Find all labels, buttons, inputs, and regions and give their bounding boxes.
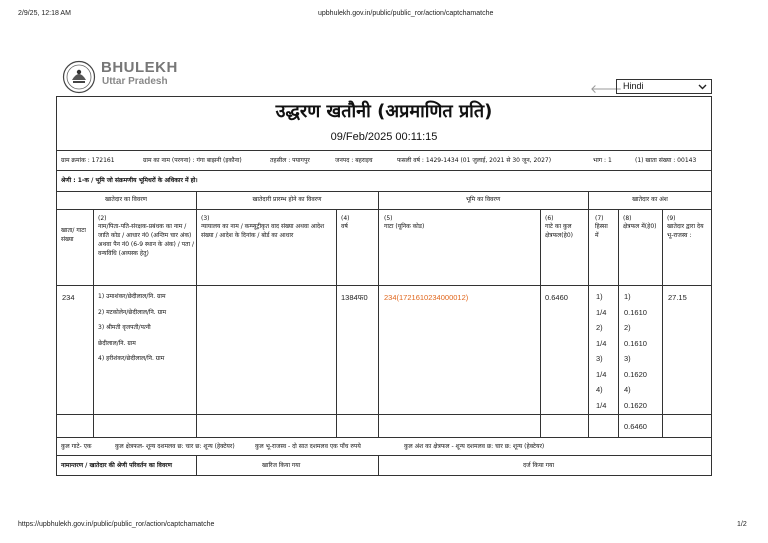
col3-header: न्यायालय का नाम / कम्प्यूट्रीकृत वाद संख्या अथवा आदेश संख्या / आदेश के दिनांक / बोर्ड का आधार — [201, 223, 325, 239]
summary-revenue: कुल भू-राजस्व - दो सात दशमलव एक पाँच रुपये — [255, 443, 361, 450]
list-item: 3) — [624, 354, 631, 363]
col4-number: (4) — [341, 215, 350, 222]
khata-number: (1) खाता संख्या : 00143 — [635, 157, 697, 164]
col8-header: क्षेत्रफल में(हे0) — [623, 223, 657, 230]
year-value: 1384फ0 — [341, 293, 368, 302]
bhulekh-logo — [62, 60, 96, 94]
col1-header: खाता/ गाटा संख्या — [61, 227, 86, 243]
language-select[interactable] — [616, 79, 712, 94]
list-item: 1/4 — [596, 307, 607, 317]
print-url-bottom: https://upbhulekh.gov.in/public/public_ror/action/captchamatche — [18, 521, 215, 528]
divider — [196, 191, 197, 437]
brand-subtitle: Uttar Pradesh — [102, 76, 168, 87]
list-item: 0.1610 — [624, 307, 647, 317]
total-area-value: 0.6460 — [545, 293, 568, 302]
list-item: 0.1620 — [624, 369, 647, 379]
brand-name: BHULEKH — [101, 59, 178, 76]
divider — [540, 209, 541, 437]
divider — [662, 209, 663, 437]
list-item: 1/4 — [596, 338, 607, 348]
divider — [56, 437, 712, 438]
col9-header: खातेदार द्वारा देय भू-राजस्व : — [667, 223, 704, 239]
list-item: 1/4 — [596, 369, 607, 379]
list-item: 3) श्रीमती वृजपती/पत्नी — [98, 324, 151, 331]
document-title: उद्धरण खतौनी (अप्रमाणित प्रति) — [275, 101, 493, 122]
col7-header: हिस्सा में — [595, 223, 608, 239]
col2-header: नाम/पिता-पति-संरक्षक-प्रबंधक का नाम / जाति कोड / आधार नं0 (अन्तिम चार अंक) अथवा पैन नं0 (6-9 स्थान के अंक) / पता / वन्यविधि (अव्यस्क हेतु) — [98, 223, 194, 257]
print-url-top: upbhulekh.gov.in/public/public_ror/action/captchamatche — [318, 10, 494, 17]
col7-number: (7) — [595, 215, 604, 222]
share-list — [596, 289, 616, 413]
list-item: 2) — [624, 323, 631, 332]
divider — [56, 209, 712, 210]
list-item: 0.1610 — [624, 338, 647, 348]
col8-number: (8) — [623, 215, 632, 222]
group-source: खातेदारी प्रारम्भ होने का विवरण — [252, 196, 322, 203]
khata-value: 234 — [62, 293, 75, 302]
divider — [378, 455, 379, 476]
list-item: 4) हरीशंकर/छेदीलाल/नि. ग्राम — [98, 355, 165, 362]
mutation-header: नामान्तरण / खातेदार की श्रेणी परिवर्तन का विवरण — [61, 462, 172, 469]
print-datetime: 2/9/25, 12:18 AM — [18, 10, 71, 17]
removed-header: खारिज किया गया — [262, 462, 301, 469]
list-item: 3) — [596, 354, 603, 363]
divider — [56, 455, 712, 456]
divider — [588, 191, 589, 437]
language-selected: Hindi — [623, 81, 644, 91]
col9-number: (9) — [667, 215, 676, 222]
fasli-year: फसली वर्ष : 1429-1434 (01 जुलाई, 2021 से 30 जून, 2027) — [397, 157, 552, 164]
list-item: 0.1620 — [624, 400, 647, 410]
entered-header: दर्ज किया गया — [523, 462, 555, 469]
sum-area-value: 0.6460 — [624, 422, 647, 431]
category: श्रेणी : 1-क / भूमि जो संक्रमणीय भूमिधरों के अधिकार में हो। — [61, 177, 198, 184]
group-owner: खातेदार का विवरण — [104, 196, 148, 203]
village-name: ग्राम का नाम (परगना) : गंगा बाझनी (इकौना) — [143, 157, 242, 164]
group-land: भूमि का विवरण — [465, 196, 501, 203]
owner-list — [98, 289, 194, 367]
document-frame — [56, 96, 712, 476]
col3-number: (3) — [201, 215, 210, 222]
divider — [56, 191, 712, 192]
divider — [618, 209, 619, 437]
col5-header: गाटा (यूनिक कोड) — [384, 223, 425, 230]
list-item: 1) — [624, 292, 631, 301]
district: जनपद : बहराइच — [335, 157, 373, 164]
tehsil: तहसील : पयागपुर — [270, 157, 310, 164]
divider — [56, 150, 712, 151]
area-list — [624, 289, 660, 413]
bhag: भाग : 1 — [593, 157, 612, 164]
summary-gata: कुल गाटे- एक — [61, 443, 92, 450]
divider — [56, 170, 712, 171]
revenue-value: 27.15 — [668, 293, 687, 302]
list-item: 2) — [596, 323, 603, 332]
gata-link[interactable]: 234(1721610234000012) — [384, 293, 469, 302]
list-item: 1) उमाशंकर/छेदीलाल/नि. ग्राम — [98, 293, 166, 300]
col4-header: वर्ष — [341, 223, 348, 230]
document-date: 09/Feb/2025 00:11:15 — [330, 131, 438, 143]
back-arrow-icon[interactable]: 🡐 — [590, 82, 623, 96]
summary-area: कुल क्षेत्रफल- शून्य दशमलव छ: चार छ: शून्य (हेक्टेयर) — [115, 443, 235, 450]
col2-number: (2) — [98, 215, 107, 222]
summary-share: कुल अंश का क्षेत्रफल - शून्य दशमलव छ: चार छ: शून्य (हेक्टेयर) — [404, 443, 545, 450]
divider — [93, 209, 94, 437]
print-page-number: 1/2 — [737, 521, 747, 528]
divider — [196, 455, 197, 476]
list-item: छेदीलाल/नि. ग्राम — [98, 339, 136, 347]
col6-number: (6) — [545, 215, 554, 222]
divider — [378, 191, 379, 437]
list-item: 2) मटकोलेन/छेदीलाल/नि. ग्राम — [98, 308, 167, 316]
col6-header: गाटे का कुल क्षेत्रफल(हे0) — [545, 223, 573, 239]
list-item: 1) — [596, 292, 603, 301]
divider — [56, 285, 712, 286]
list-item: 4) — [596, 385, 603, 394]
chevron-down-icon — [698, 84, 707, 90]
divider — [56, 414, 712, 415]
list-item: 1/4 — [596, 400, 607, 410]
divider — [336, 209, 337, 437]
col5-number: (5) — [384, 215, 393, 222]
group-share: खातेदार का अंश — [632, 196, 668, 203]
list-item: 4) — [624, 385, 631, 394]
village-code: ग्राम क्रमांक : 172161 — [61, 157, 115, 164]
